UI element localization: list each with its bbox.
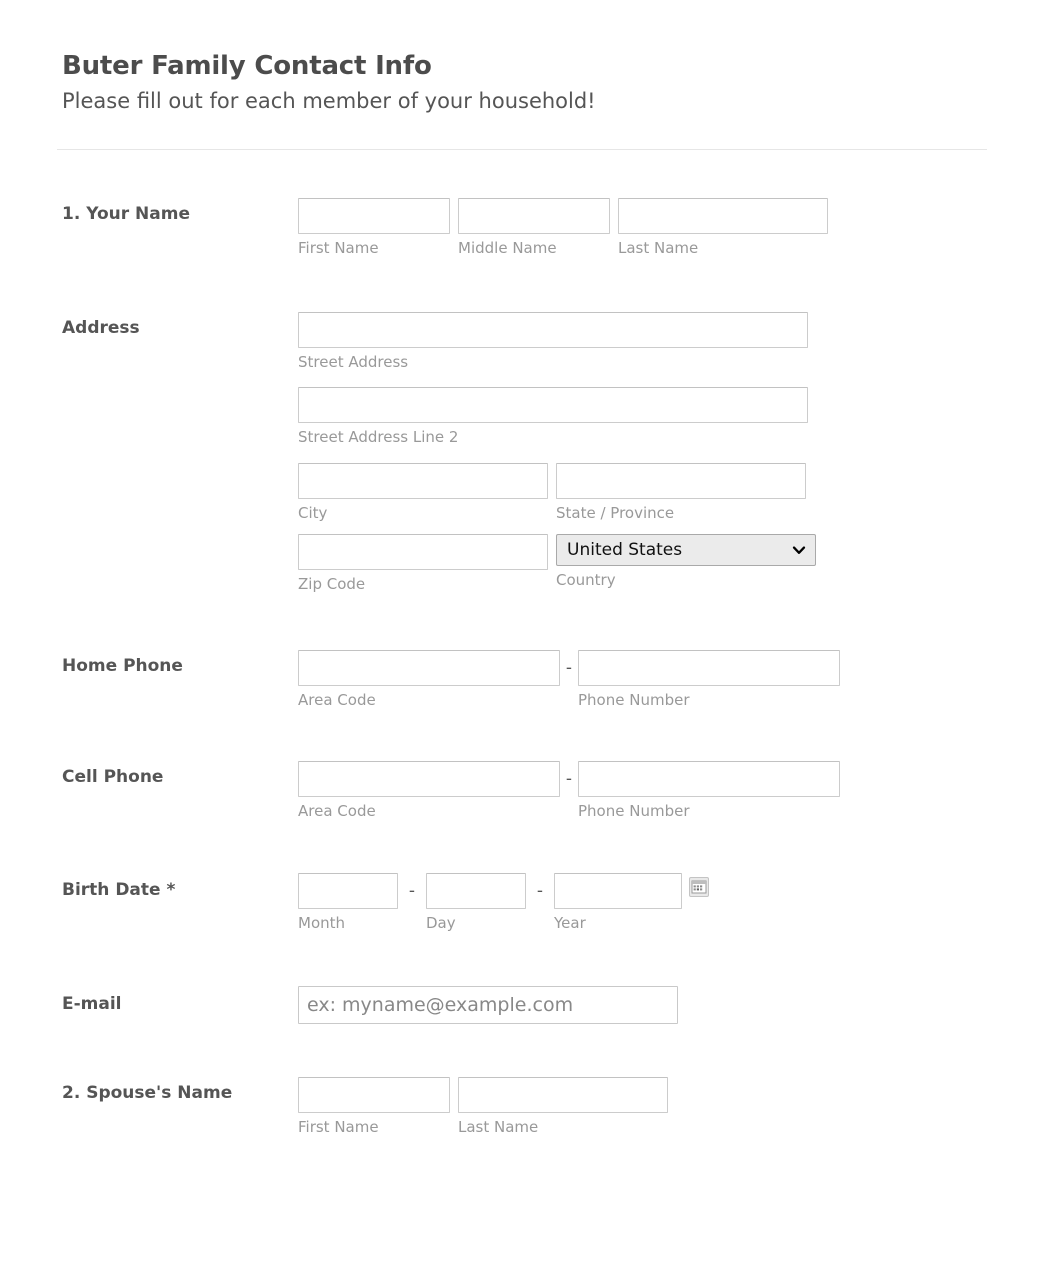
calendar-picker-button[interactable]	[689, 877, 709, 897]
spouse-first-name-input[interactable]	[298, 1077, 450, 1113]
spouse-first-name-group	[298, 1077, 450, 1136]
first-name-input[interactable]	[298, 198, 450, 234]
street-address-line2-sublabel: Street Address Line 2	[298, 428, 459, 447]
cell-phone-area-group	[298, 761, 560, 820]
cell-phone-controls	[298, 761, 1044, 820]
birth-year-sublabel: Year	[554, 913, 586, 932]
cell-phone-separator: -	[565, 769, 573, 790]
home-phone-number-sublabel: Phone Number	[578, 690, 690, 709]
home-phone-area-sublabel: Area Code	[298, 690, 376, 709]
birth-day-sublabel: Day	[426, 913, 456, 932]
first-name-group	[298, 198, 450, 257]
header-divider	[57, 149, 987, 150]
street-address-sublabel: Street Address	[298, 352, 409, 371]
form-body	[0, 198, 1044, 1136]
chevron-down-icon	[792, 543, 806, 557]
zip-code-input[interactable]	[298, 534, 548, 570]
home-phone-area-code-input[interactable]	[298, 650, 560, 686]
birth-day-group	[426, 873, 526, 932]
birth-date-separator-1: -	[408, 880, 416, 901]
home-phone-number-input[interactable]	[578, 650, 840, 686]
field-row-home-phone	[0, 650, 1044, 709]
city-input[interactable]	[298, 463, 548, 499]
spouse-last-name-sublabel: Last Name	[458, 1118, 539, 1137]
cell-phone-area-code-input[interactable]	[298, 761, 560, 797]
last-name-group	[618, 198, 828, 257]
spouse-last-name-group	[458, 1077, 668, 1136]
birth-year-group	[554, 873, 682, 932]
field-row-your-name	[0, 198, 1044, 257]
street-address-line2-group	[298, 387, 1044, 446]
state-province-sublabel: State / Province	[556, 503, 675, 522]
country-group	[556, 534, 816, 593]
home-phone-area-group	[298, 650, 560, 709]
last-name-input[interactable]	[618, 198, 828, 234]
email-controls	[298, 986, 1044, 1024]
middle-name-input[interactable]	[458, 198, 610, 234]
birth-date-controls	[298, 873, 1044, 932]
state-province-input[interactable]	[556, 463, 806, 499]
middle-name-group	[458, 198, 610, 257]
label-home-phone: Home Phone	[62, 655, 183, 676]
spouse-name-controls	[298, 1077, 1044, 1136]
city-state-row	[298, 463, 1044, 522]
email-field[interactable]	[298, 986, 678, 1024]
cell-phone-area-sublabel: Area Code	[298, 802, 376, 821]
label-spouse-name: 2. Spouse's Name	[62, 1083, 233, 1104]
last-name-sublabel: Last Name	[618, 239, 699, 258]
first-name-sublabel: First Name	[298, 239, 379, 258]
birth-year-input[interactable]	[554, 873, 682, 909]
country-sublabel: Country	[556, 571, 616, 590]
zip-country-row	[298, 534, 1044, 593]
label-your-name: 1. Your Name	[62, 204, 190, 225]
city-sublabel: City	[298, 503, 328, 522]
spouse-first-name-sublabel: First Name	[298, 1118, 379, 1137]
label-email: E-mail	[62, 994, 122, 1015]
city-group	[298, 463, 548, 522]
spouse-last-name-input[interactable]	[458, 1077, 668, 1113]
field-row-address	[0, 312, 1044, 593]
country-select-value: United States	[567, 540, 683, 561]
home-phone-controls	[298, 650, 1044, 709]
field-row-email	[0, 986, 1044, 1024]
label-address: Address	[62, 317, 140, 338]
birth-month-sublabel: Month	[298, 913, 346, 932]
form-header	[0, 0, 1044, 114]
field-row-spouse-name	[0, 1077, 1044, 1136]
page-subtitle: Please fill out for each member of your household!	[62, 88, 596, 113]
birth-month-group	[298, 873, 398, 932]
zip-code-sublabel: Zip Code	[298, 575, 366, 594]
label-birth-date: Birth Date *	[62, 879, 176, 900]
country-select[interactable]	[556, 534, 816, 566]
field-row-cell-phone	[0, 761, 1044, 820]
birth-day-input[interactable]	[426, 873, 526, 909]
field-row-birth-date	[0, 873, 1044, 932]
zip-group	[298, 534, 548, 593]
cell-phone-number-sublabel: Phone Number	[578, 802, 690, 821]
address-controls	[298, 312, 1044, 593]
home-phone-number-group	[578, 650, 840, 709]
home-phone-separator: -	[565, 657, 573, 678]
birth-month-input[interactable]	[298, 873, 398, 909]
cell-phone-number-group	[578, 761, 840, 820]
street-address-line2-input[interactable]	[298, 387, 808, 423]
birth-date-separator-2: -	[536, 880, 544, 901]
page-title: Buter Family Contact Info	[62, 51, 432, 81]
middle-name-sublabel: Middle Name	[458, 239, 557, 258]
street-address-input[interactable]	[298, 312, 808, 348]
your-name-controls	[298, 198, 1044, 257]
cell-phone-number-input[interactable]	[578, 761, 840, 797]
calendar-icon	[690, 878, 708, 896]
state-group	[556, 463, 806, 522]
street-address-group	[298, 312, 1044, 371]
label-cell-phone: Cell Phone	[62, 767, 164, 788]
